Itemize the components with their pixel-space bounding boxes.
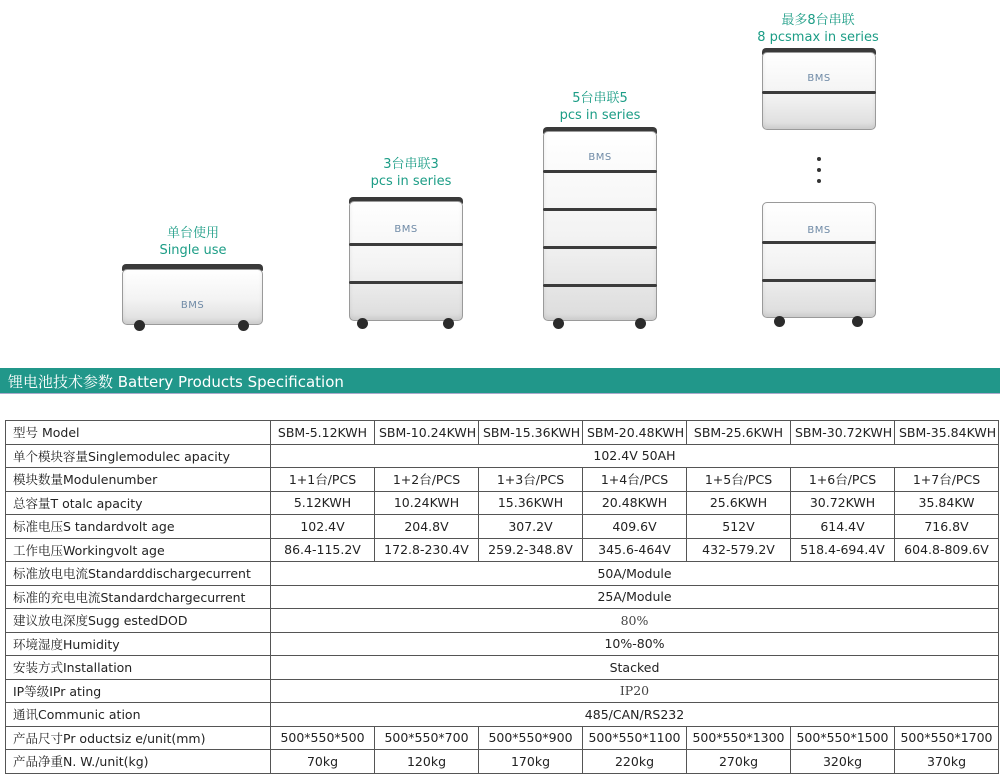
bms-label: BMS [588, 152, 612, 163]
table-row [6, 632, 999, 656]
span-value: 485/CAN/RS232 [271, 703, 999, 727]
model-cell: SBM-15.36KWH [479, 421, 583, 445]
cell-value: 1+5台/PCS [687, 468, 791, 492]
battery-stack [762, 52, 876, 130]
row-label: IP等级IPr ating [6, 679, 271, 703]
cell-value: 1+1台/PCS [271, 468, 375, 492]
span-value: 25A/Module [271, 585, 999, 609]
spec-table [5, 420, 999, 774]
cell-value: 270kg [687, 750, 791, 774]
caption-five-en: pcs in series [559, 108, 641, 123]
bms-label: BMS [807, 225, 831, 236]
wheel-icon [553, 318, 564, 329]
section-title: 锂电池技术参数 Battery Products Specification [8, 373, 344, 391]
cell-value: 614.4V [791, 515, 895, 539]
caption-eight-cn: 最多8台串联 [781, 13, 855, 28]
banner-divider [0, 393, 1000, 394]
bms-label: BMS [394, 224, 418, 235]
span-value: 80% [271, 609, 999, 633]
ellipsis-dot [817, 157, 821, 161]
cell-value: 259.2-348.8V [479, 538, 583, 562]
row-label: 环境湿度Humidity [6, 632, 271, 656]
battery-eight-bottom [762, 202, 876, 330]
model-cell: SBM-25.6KWH [687, 421, 791, 445]
row-label: 产品尺寸Pr oductsiz e/unit(mm) [6, 726, 271, 750]
cell-value: 5.12KWH [271, 491, 375, 515]
row-label: 型号 Model [6, 421, 271, 445]
wheel-icon [635, 318, 646, 329]
cell-value: 500*550*1700 [895, 726, 999, 750]
table-row [6, 703, 999, 727]
bms-label: BMS [180, 300, 205, 311]
cell-value: 86.4-115.2V [271, 538, 375, 562]
table-header-row [6, 421, 999, 445]
row-label: 标准电压S tandardvolt age [6, 515, 271, 539]
span-value: 50A/Module [271, 562, 999, 586]
battery-stack [543, 131, 657, 321]
table-row [6, 491, 999, 515]
wheel-icon [774, 316, 785, 327]
cell-value: 20.48KWH [583, 491, 687, 515]
row-label: 建议放电深度Sugg estedDOD [6, 609, 271, 633]
model-cell: SBM-20.48KWH [583, 421, 687, 445]
table-row [6, 515, 999, 539]
table-row [6, 750, 999, 774]
table-row [6, 656, 999, 680]
cell-value: 30.72KWH [791, 491, 895, 515]
row-label: 产品净重N. W./unit(kg) [6, 750, 271, 774]
cell-value: 345.6-464V [583, 538, 687, 562]
row-label: 通讯Communic ation [6, 703, 271, 727]
wheel-icon [357, 318, 368, 329]
battery-single [122, 264, 263, 334]
battery-stack [349, 201, 463, 321]
cell-value: 172.8-230.4V [375, 538, 479, 562]
cell-value: 220kg [583, 750, 687, 774]
cell-value: 1+2台/PCS [375, 468, 479, 492]
row-label: 单个模块容量Singlemodulec apacity [6, 444, 271, 468]
row-label: 模块数量Modulenumber [6, 468, 271, 492]
table-row [6, 538, 999, 562]
caption-single-en: Single use [159, 243, 227, 258]
bms-label: BMS [807, 73, 831, 84]
cell-value: 518.4-694.4V [791, 538, 895, 562]
cell-value: 500*550*1300 [687, 726, 791, 750]
cell-value: 432-579.2V [687, 538, 791, 562]
caption-three-cn: 3台串联3 [383, 157, 439, 172]
cell-value: 500*550*1500 [791, 726, 895, 750]
model-cell: SBM-30.72KWH [791, 421, 895, 445]
caption-three [311, 156, 511, 190]
model-cell: SBM-10.24KWH [375, 421, 479, 445]
row-label: 标准的充电电流Standardchargecurrent [6, 585, 271, 609]
caption-three-en: pcs in series [370, 174, 452, 189]
cell-value: 10.24KWH [375, 491, 479, 515]
table-row [6, 726, 999, 750]
cell-value: 1+7台/PCS [895, 468, 999, 492]
cell-value: 204.8V [375, 515, 479, 539]
caption-single-cn: 单台使用 [166, 226, 219, 241]
table-row [6, 679, 999, 703]
row-label: 工作电压Workingvolt age [6, 538, 271, 562]
cell-value: 25.6KWH [687, 491, 791, 515]
battery-five [543, 127, 657, 334]
cell-value: 500*550*700 [375, 726, 479, 750]
battery-module [122, 269, 263, 325]
cell-value: 307.2V [479, 515, 583, 539]
model-cell: SBM-5.12KWH [271, 421, 375, 445]
ellipsis-dot [817, 179, 821, 183]
caption-five-cn: 5台串联5 [572, 91, 628, 106]
table-row [6, 444, 999, 468]
cell-value: 716.8V [895, 515, 999, 539]
cell-value: 170kg [479, 750, 583, 774]
section-banner [0, 368, 1000, 393]
cell-value: 370kg [895, 750, 999, 774]
table-row [6, 585, 999, 609]
wheel-icon [852, 316, 863, 327]
wheel-icon [238, 320, 249, 331]
caption-eight [718, 12, 918, 46]
cell-value: 500*550*500 [271, 726, 375, 750]
cell-value: 120kg [375, 750, 479, 774]
row-label: 总容量T otalc apacity [6, 491, 271, 515]
cell-value: 500*550*1100 [583, 726, 687, 750]
cell-value: 604.8-809.6V [895, 538, 999, 562]
cell-value: 512V [687, 515, 791, 539]
battery-eight-top [762, 48, 876, 130]
model-cell: SBM-35.84KWH [895, 421, 999, 445]
table-row [6, 609, 999, 633]
span-value: 10%-80% [271, 632, 999, 656]
span-value: Stacked [271, 656, 999, 680]
caption-single [93, 225, 293, 259]
table-row [6, 562, 999, 586]
cell-value: 1+6台/PCS [791, 468, 895, 492]
ellipsis-dot [817, 168, 821, 172]
caption-five [500, 90, 700, 124]
span-value: IP20 [271, 679, 999, 703]
cell-value: 35.84KW [895, 491, 999, 515]
cell-value: 409.6V [583, 515, 687, 539]
cell-value: 320kg [791, 750, 895, 774]
table-row [6, 468, 999, 492]
cell-value: 70kg [271, 750, 375, 774]
caption-eight-en: 8 pcsmax in series [757, 30, 879, 45]
row-label: 标准放电电流Standarddischargecurrent [6, 562, 271, 586]
wheel-icon [443, 318, 454, 329]
cell-value: 102.4V [271, 515, 375, 539]
battery-three [349, 197, 463, 334]
wheel-icon [134, 320, 145, 331]
span-value: 102.4V 50AH [271, 444, 999, 468]
cell-value: 500*550*900 [479, 726, 583, 750]
cell-value: 1+4台/PCS [583, 468, 687, 492]
cell-value: 15.36KWH [479, 491, 583, 515]
row-label: 安装方式Installation [6, 656, 271, 680]
battery-stack [762, 202, 876, 318]
cell-value: 1+3台/PCS [479, 468, 583, 492]
